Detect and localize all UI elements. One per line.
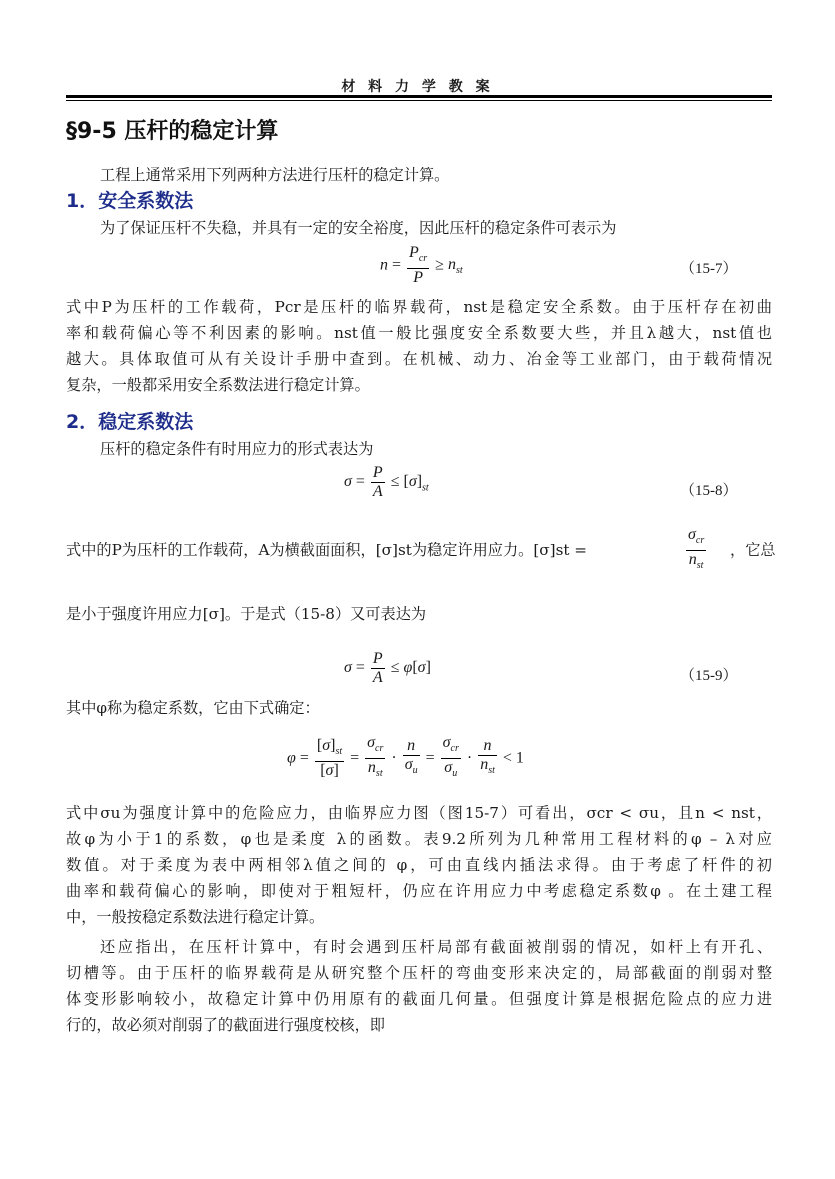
equation-number-15-8: （15-8） [680,483,738,499]
stability-coefficient-equation: φ = $\frac{[\sigma]_{st}}{[\sigma]}$ = $\frac{\sigma_{cr}}{n_{st}}$ · $\frac{n}{\sigma_u}$ = $\frac{\sigma_{cr}}{\sigma_u}$ · $\frac{n}{n_{st}}$ < 1 [287,734,524,780]
equation-15-7: n = $\frac{P_{cr}}{P}$ ≥ $n_{st}$ [380,244,463,287]
method1-paragraph-line: 复杂，一般都采用安全系数法进行稳定计算。 [66,376,370,394]
method2-paragraph-line: 体变形影响较小，故稳定计算中仍用原有的截面几何量。但强度计算是根据危险点的应力进 [66,990,772,1008]
running-header: 材 料 力 学 教 案 [341,79,494,95]
method1-lead: 为了保证压杆不失稳，并具有一定的安全裕度，因此压杆的稳定条件可表示为 [100,219,617,237]
method2-paragraph-line: 切槽等。由于压杆的临界载荷是从研究整个压杆的弯曲变形来决定的，局部截面的削弱对整 [66,964,772,982]
method2-paragraph-line: 行的，故必须对削弱了的截面进行强度校核，即 [66,1016,385,1034]
method1-paragraph-line: 率和载荷偏心等不利因素的影响。nst值一般比强度安全系数要大些，并且λ越大，nst值也 [66,324,772,342]
method1-heading: 1．安全系数法 [66,190,194,212]
intro-paragraph: 工程上通常采用下列两种方法进行压杆的稳定计算。 [100,166,450,184]
equation-number-15-9: （15-9） [680,668,738,684]
section-title: §9-5 压杆的稳定计算 [66,119,279,144]
method2-paragraph-line: 其中φ称为稳定系数，它由下式确定： [66,699,320,717]
method2-paragraph-line: 式中的P为压杆的工作载荷，A为横截面面积，[σ]st为稳定许用应力。[σ]st = [66,541,588,559]
method2-lead: 压杆的稳定条件有时用应力的形式表达为 [100,440,374,458]
method2-paragraph-line: 是小于强度许用应力[σ]。于是式（15-8）又可表达为 [66,605,427,623]
method2-paragraph-line: 故φ为小于1的系数，φ也是柔度 λ的函数。表9.2所列为几种常用工程材料的φ – λ对应 [66,830,772,848]
method2-paragraph-line: 中，一般按稳定系数法进行稳定计算。 [66,908,325,926]
method2-paragraph-line-end: ，它总 [730,541,776,559]
method2-paragraph-line: 还应指出，在压杆计算中，有时会遇到压杆局部有截面被削弱的情况，如杆上有开孔、 [100,938,772,956]
method1-paragraph-line: 越大。具体取值可从有关设计手册中查到。在机械、动力、冶金等工业部门，由于载荷情况 [66,350,772,368]
header-rule-thick [66,95,772,98]
equation-15-8: σ = $\frac{P}{A}$ ≤ $[\sigma]_{st}$ [344,464,429,500]
method2-paragraph-line: 曲率和载荷偏心的影响，即使对于粗短杆，仍应在许用应力中考虑稳定系数φ 。在土建工程 [66,882,772,900]
equation-number-15-7: （15-7） [680,261,738,277]
method2-paragraph-line: 数值。对于柔度为表中两相邻λ值之间的 φ，可由直线内插法求得。由于考虑了杆件的初 [66,856,772,874]
allowable-stress-fraction: $\frac{\sigma_{cr}}{n_{st}}$ [688,526,705,572]
method2-heading: 2．稳定系数法 [66,411,194,433]
method2-paragraph-line: 式中σu为强度计算中的危险应力，由临界应力图（图15-7）可看出，σcr < σu，且n < nst， [66,804,772,822]
method1-paragraph-line: 式中P为压杆的工作载荷，Pcr是压杆的临界载荷，nst是稳定安全系数。由于压杆存在初曲 [66,298,772,316]
equation-15-9: σ = $\frac{P}{A}$ ≤ φ[σ] [344,650,431,686]
header-rule-thin [66,100,772,101]
